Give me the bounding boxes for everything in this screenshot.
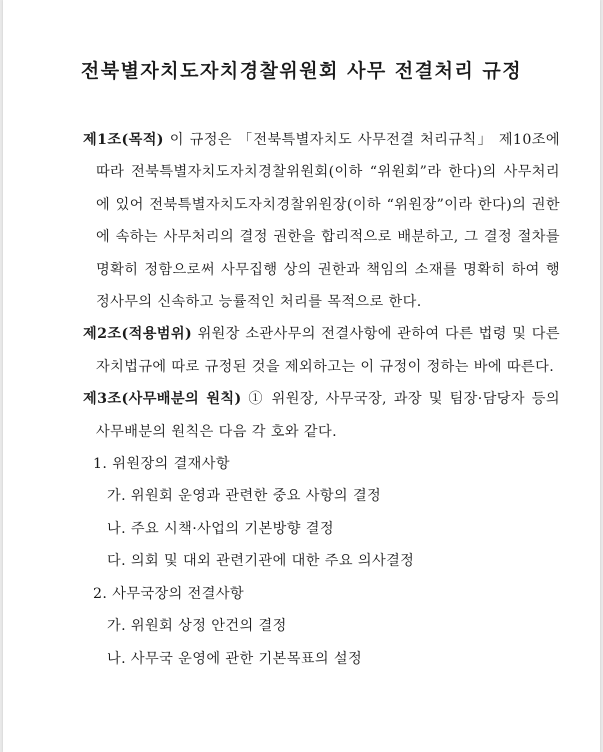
list-subitem: 나. 사무국 운영에 관한 기본목표의 설정	[107, 650, 363, 667]
article-3	[83, 383, 560, 448]
article-heading: 제2조(적용범위)	[83, 326, 193, 343]
article-text: ① 위원장, 사무국장, 과장 및 팀장·담당자 등의 사무배분의 원칙은 다음 각 호와 같다.	[96, 391, 560, 440]
article-text: 이 규정은 「전북특별자치도 사무전결 처리규칙」 제10조에 따라 전북특별자치도자치경찰위원회(이하 “위원회”라 한다)의 사무처리에 있어 전북특별자치도자치경찰위원장(이하 “위원장”이라 한다)의 권한에 속하는 사무처리의 결정 권한을 합리적으로 배분하고, 그 결정 절차를 명확히 정함으로써 사무집행 상의 권한과 책임의 소재를 명확히 하여 행정사무의 신속하고 능률적인 처리를 목적으로 한다.	[96, 132, 560, 311]
list-item: 1. 위원장의 결재사항	[93, 456, 230, 473]
article-heading: 제3조(사무배분의 원칙)	[83, 391, 242, 408]
document-title: 전북별자치도자치경찰위원회 사무 전결처리 규정	[80, 60, 523, 82]
document-page	[3, 0, 600, 752]
article-2	[83, 318, 560, 383]
article-text: 위원장 소관사무의 전결사항에 관하여 다른 법령 및 다른 자치법규에 따로 규정된 것을 제외하고는 이 규정이 정하는 바에 따른다.	[96, 326, 560, 375]
document-body	[83, 124, 560, 675]
list-subitem: 가. 위원회 상정 안건의 결정	[107, 618, 287, 635]
list-subitem: 다. 의회 및 대외 관련기관에 대한 주요 의사결정	[107, 553, 415, 570]
list-subitem: 가. 위원회 운영과 관련한 중요 사항의 결정	[107, 488, 382, 505]
list-item: 2. 사무국장의 전결사항	[93, 585, 245, 602]
article-heading: 제1조(목적)	[83, 132, 164, 148]
list-subitem: 나. 주요 시책·사업의 기본방향 결정	[107, 520, 334, 537]
article-1	[83, 124, 560, 318]
